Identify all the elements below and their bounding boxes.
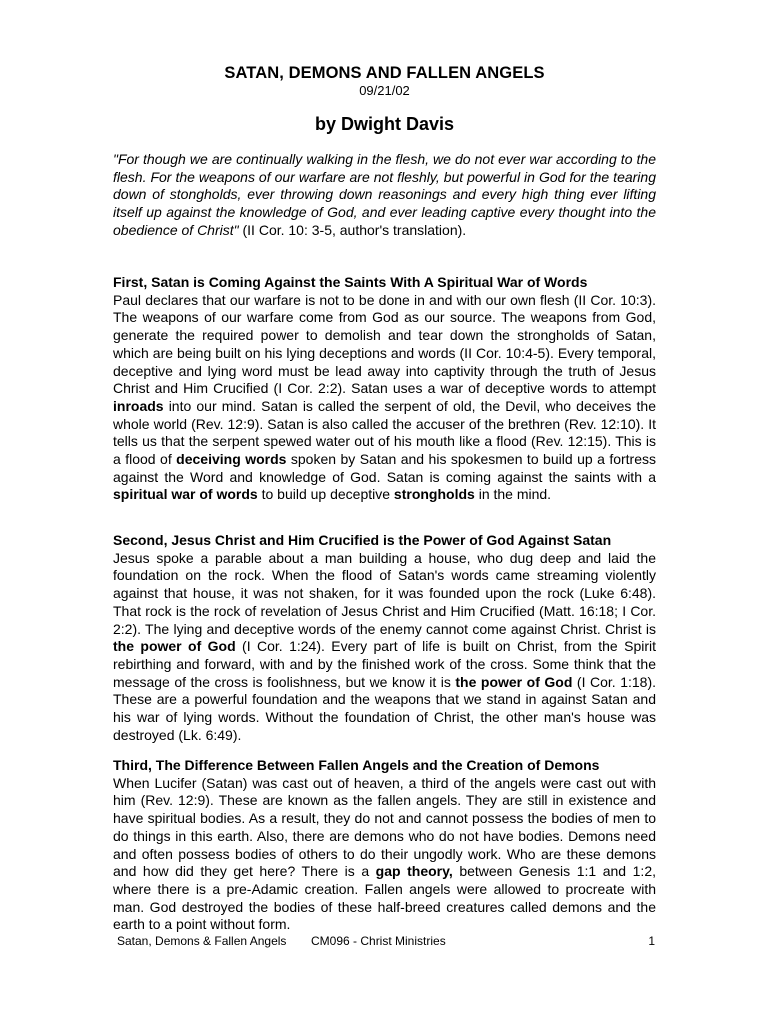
document-author: by Dwight Davis [314,114,455,134]
section-heading: Third, The Difference Between Fallen Angels and the Creation of Demons [113,757,600,773]
document-date: 09/21/02 [359,83,410,98]
paragraph-text: (I Cor. 1:24). Every part of life is built on Christ, from the Spirit rebirthing and forward, with and by the finished work of the cross. Some think that the message of the cross is foolishness, but we know it is [113,638,656,690]
paragraph-text: (I Cor. 1:18). These are a powerful foundation and the weapons that we stand in against Satan and his war of lying words. Without the foundation of Christ, the other man's house was destroyed (Lk. 6:49). [113,673,656,743]
page-number: 1 [648,934,655,948]
quote-text: "For though we are continually walking in the flesh, we do not ever war according to the flesh. For the weapons of our warfare are not fleshly, but powerful in God for the tearing down of stongholds, ever throwing down reasonings and every high thing ever lifting itself up against the knowledge of God, and ever leading captive every thought into the obedience of Christ" [113,151,656,238]
section-paragraph [113,550,656,745]
footer-title: Satan, Demons & Fallen Angels [117,934,287,948]
paragraph-text: spoken by Satan and his spokesmen to build up a fortress against the Word and knowledge of God. Satan is coming against the saints with a [113,451,656,485]
emphasis-text: gap theory, [375,863,453,880]
emphasis-text: spiritual war of words [113,486,258,503]
emphasis-text: deceiving words [176,451,287,468]
section-third [113,757,656,934]
quote-reference: (II Cor. 10: 3-5, author's translation). [238,221,467,238]
section-first [113,274,656,504]
emphasis-text: inroads [113,397,164,414]
emphasis-text: the power of God [113,638,236,655]
paragraph-text: into our mind. Satan is called the serpent of old, the Devil, who deceives the whole world (Rev. 12:9). Satan is also called the accuser of the brethren (Rev. 12:10). It tells us that the serpent spewed water out of his mouth like a flood (Rev. 12:15). This is a flood of [113,397,656,468]
paragraph-text: between Genesis 1:1 and 1:2, where there is a pre-Adamic creation. Fallen angels were allowed to procreate with man. God destroyed the bodies of these half-breed creatures called demons and the earth to a point without form. [113,863,656,933]
section-heading: First, Satan is Coming Against the Saints With A Spiritual War of Words [113,274,588,290]
opening-quote [113,151,656,240]
paragraph-text: to build up deceptive [257,486,394,503]
emphasis-text: strongholds [393,486,475,503]
document-title: SATAN, DEMONS AND FALLEN ANGELS [224,64,545,82]
section-heading: Second, Jesus Christ and Him Crucified is the Power of God Against Satan [113,532,612,548]
paragraph-text: Jesus spoke a parable about a man building a house, who dug deep and laid the foundation on the rock. When the flood of Satan's words came streaming violently against that house, it was not shaken, for it was founded upon the rock (Luke 6:48). That rock is the rock of revelation of Jesus Christ and Him Crucified (Matt. 16:18; I Cor. 2:2). The lying and deceptive words of the enemy cannot come against Christ. Christ is [113,549,656,637]
emphasis-text: the power of God [455,673,573,690]
section-paragraph [113,775,656,934]
paragraph-text: Paul declares that our warfare is not to be done in and with our own flesh (II Cor. 10:3). The weapons of our warfare come from God as our source. The weapons from God, generate the required power to demolish and tear down the strongholds of Satan, which are being built on his lying deceptions and words (II Cor. 10:4-5). Every temporal, deceptive and lying word must be lead away into captivity through the truth of Jesus Christ and Him Crucified (I Cor. 2:2). Satan uses a war of deceptive words to attempt [113,291,656,397]
paragraph-text: When Lucifer (Satan) was cast out of heaven, a third of the angels were cast out with him (Rev. 12:9). These are known as the fallen angels. They are still in existence and have spiritual bodies. As a result, they do not and cannot possess the bodies of men to do things in this earth. Also, there are demons who do not have bodies. Demons need and often possess bodies of others to do their ungodly work. Who are these demons and how did they get here? There is a [113,774,656,880]
section-second [113,532,656,744]
footer-ministry: CM096 - Christ Ministries [311,934,446,948]
section-paragraph [113,292,656,504]
paragraph-text: in the mind. [474,486,552,503]
